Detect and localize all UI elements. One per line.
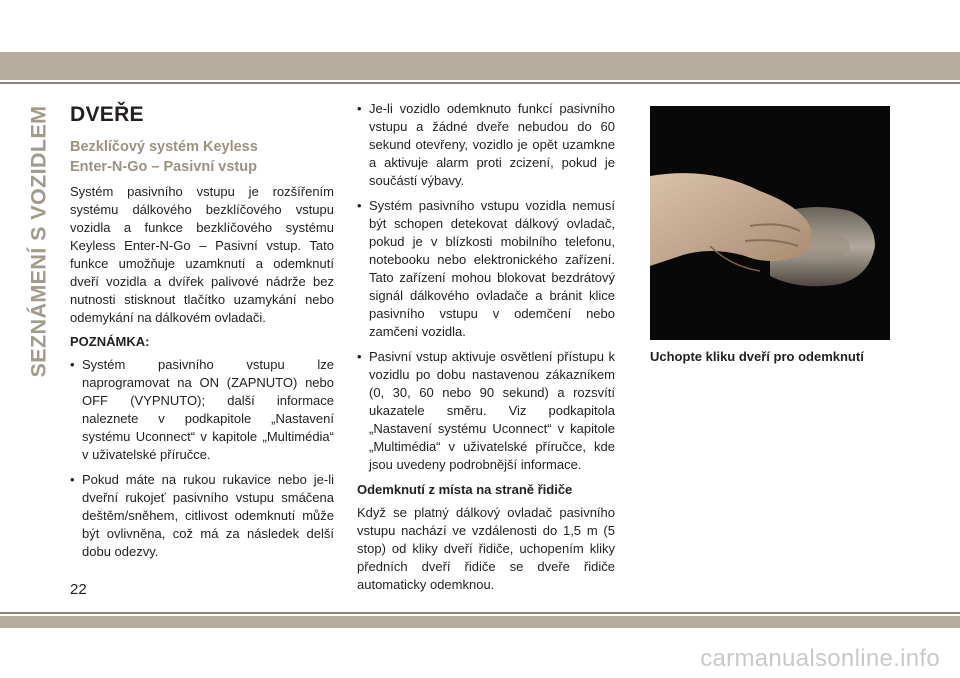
column-right <box>650 100 890 366</box>
page-title: DVEŘE <box>70 103 144 126</box>
list-item <box>357 348 615 474</box>
side-chapter-tab <box>26 96 52 386</box>
column-middle <box>357 100 615 600</box>
side-chapter-label: SEZNÁMENÍ S VOZIDLEM <box>26 105 51 377</box>
note-text: Je-li vozidlo odemknuto funkcí pasivního vstupu a žádné dveře nebudou do 60 sekund otevřeny, vozidlo je opět uzamkne a aktivuje alarm proti zcizení, pokud je součástí výbavy. <box>369 101 615 188</box>
bullet-glyph: • <box>70 472 75 487</box>
note-list-middle <box>357 100 615 474</box>
header-divider <box>0 82 960 84</box>
list-item <box>70 471 334 561</box>
page-number: 22 <box>70 581 87 598</box>
column-left <box>70 100 334 568</box>
list-item <box>357 197 615 341</box>
hand-on-door-handle-illustration <box>650 106 890 340</box>
door-handle-photo <box>650 106 890 340</box>
section-title-line-1: Bezklíčový systém Keyless <box>70 139 258 155</box>
note-text: Systém pasivního vstupu lze naprogramovat na ON (ZAPNUTO) nebo OFF (VYPNUTO); další informace naleznete v podkapitole „Nastavení systému Uconnect“ v kapitole „Multimédia“ v uživatelské příručce. <box>82 357 334 462</box>
note-text: Systém pasivního vstupu vozidla nemusí být schopen detekovat dálkový ovladač, pokud je v blízkosti mobilního telefonu, notebooku nebo elektronického zařízení. Tato zařízení mohou blokovat bezdrátový signál dálkového ovladače a bránit klice pasivního vstupu v odemčení nebo zamčení vozidla. <box>369 198 615 339</box>
section-title <box>70 137 334 177</box>
photo-caption: Uchopte kliku dveří pro odemknutí <box>650 349 864 364</box>
note-list-left <box>70 356 334 561</box>
note-text: Pasivní vstup aktivuje osvětlení přístupu k vozidlu po dobu nastavenou zákazníkem (0, 30, 60 nebo 90 sekund) a rozsvítí ukazatele směru. Viz podkapitola „Nastavení systému Uconnect“ v kapitole „Multimédia“ v uživatelské příručce, kde jsou uvedeny podrobnější informace. <box>369 349 615 472</box>
header-band <box>0 52 960 80</box>
list-item <box>70 356 334 464</box>
driver-unlock-paragraph: Když se platný dálkový ovladač pasivního vstupu nachází ve vzdálenosti do 1,5 m (5 stop) od kliky dveří řidiče, uchopením kliky předních dveří řidiče se dveře řidiče automaticky odemknou. <box>357 505 615 592</box>
bullet-glyph: • <box>357 198 362 213</box>
bullet-glyph: • <box>357 349 362 364</box>
note-text: Pokud máte na rukou rukavice nebo je-li dveřní rukojeť pasivního vstupu smáčena deštěm/sněhem, citlivost odemknutí může být ovlivněna, což má za následek delší dobu odezvy. <box>82 472 334 559</box>
driver-unlock-heading: Odemknutí z místa na straně řidiče <box>357 482 573 497</box>
watermark: carmanualsonline.info <box>700 645 940 672</box>
section-title-line-2: Enter-N-Go – Pasivní vstup <box>70 159 257 175</box>
note-heading: POZNÁMKA: <box>70 334 150 349</box>
intro-paragraph: Systém pasivního vstupu je rozšířením systému dálkového bezklíčového vstupu vozidla a funkce bezklíčového systému Keyless Enter-N-Go – Pasivní vstup. Tato funkce umožňuje uzamknutí a odemknutí dveří vozidla a dvířek palivové nádrže bez nutnosti stisknout tlačítko uzamykání nebo odemykání na dálkovém ovladači. <box>70 184 334 325</box>
bullet-glyph: • <box>70 357 75 372</box>
footer-band <box>0 616 960 628</box>
footer-divider <box>0 612 960 614</box>
bullet-glyph: • <box>357 101 362 116</box>
list-item <box>357 100 615 190</box>
